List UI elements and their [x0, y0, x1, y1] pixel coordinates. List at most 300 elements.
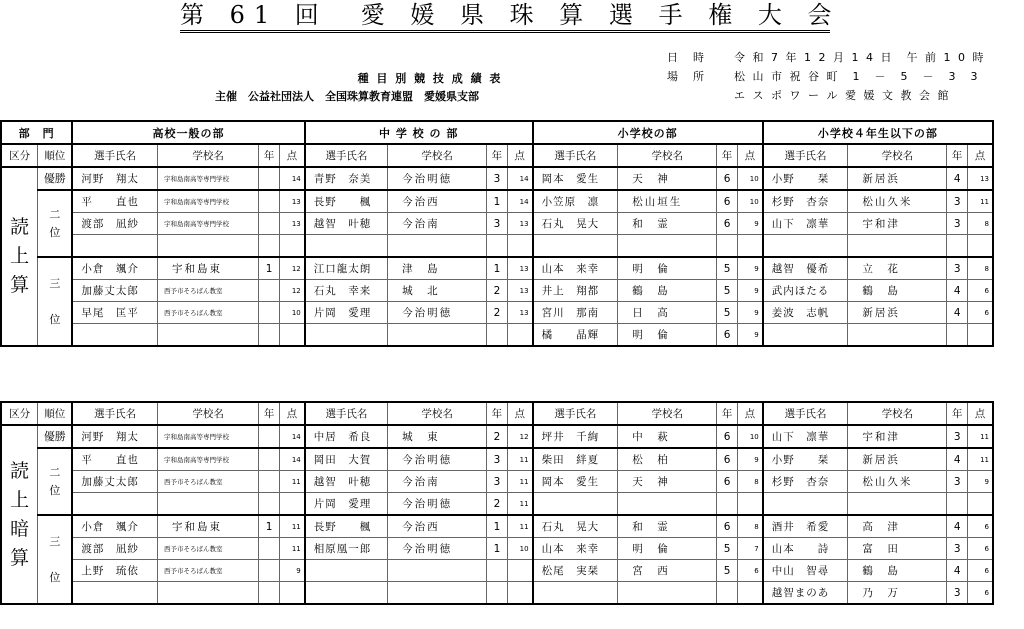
name-header: 選手氏名: [763, 144, 848, 167]
grade-header: 年: [487, 402, 508, 425]
school-name: 宇和島南高等専門学校: [157, 425, 258, 448]
school-name: 富 田: [848, 538, 947, 560]
school-name: 西予市そろばん教室: [157, 538, 258, 560]
school-name: 今治西: [388, 190, 487, 213]
school-header: 学校名: [848, 144, 947, 167]
table-row: [1, 235, 993, 258]
school-name: 津 島: [388, 257, 487, 280]
points-cell: 9: [737, 448, 762, 471]
school-name: 宇和島東: [157, 515, 258, 538]
grade-cell: 6: [717, 515, 738, 538]
grade-cell: [487, 560, 508, 582]
name-header: 選手氏名: [763, 402, 848, 425]
player-name: 越智まのあ: [763, 582, 848, 605]
grade-cell: 1: [487, 190, 508, 213]
school-name: [848, 324, 947, 347]
points-header: 点: [737, 144, 762, 167]
points-cell: 6: [968, 560, 993, 582]
player-name: 宮川 那南: [533, 302, 618, 324]
points-cell: [968, 235, 993, 258]
grade-cell: 4: [947, 515, 968, 538]
school-name: [618, 582, 717, 605]
venue-name: エ ス ポ ワ ー ル 愛 媛 文 教 会 館: [734, 89, 951, 102]
points-cell: 14: [279, 448, 304, 471]
player-name: 山下 凛華: [763, 213, 848, 235]
section-header: 小学校４年生以下の部: [763, 121, 993, 144]
player-name: 石丸 晃大: [533, 213, 618, 235]
school-name: 鶴 島: [848, 280, 947, 302]
points-cell: 14: [507, 190, 532, 213]
school-name: 今治明徳: [388, 448, 487, 471]
table-row: [1, 582, 993, 605]
school-name: 今治南: [388, 213, 487, 235]
organizer-line: 主催 公益社団法人 全国珠算教育連盟 愛媛県支部: [215, 90, 479, 103]
school-name: [157, 235, 258, 258]
document-title: 第 61 回 愛 媛 県 珠 算 選 手 権 大 会: [180, 0, 830, 33]
table-row: [1, 324, 993, 347]
points-cell: [507, 324, 532, 347]
points-cell: 13: [507, 257, 532, 280]
grade-cell: 6: [717, 190, 738, 213]
table-row: [1, 560, 993, 582]
school-name: 高 津: [848, 515, 947, 538]
school-header: 学校名: [848, 402, 947, 425]
section-header: 小学校の部: [533, 121, 763, 144]
grade-cell: 1: [487, 538, 508, 560]
player-name: 平 直也: [72, 448, 157, 471]
name-header: 選手氏名: [533, 144, 618, 167]
points-cell: 9: [737, 280, 762, 302]
grade-cell: 5: [717, 302, 738, 324]
grade-cell: [947, 324, 968, 347]
grade-header: 年: [259, 144, 280, 167]
player-name: 片岡 愛理: [305, 302, 388, 324]
grade-cell: 5: [717, 560, 738, 582]
points-cell: 11: [968, 425, 993, 448]
points-cell: 10: [737, 425, 762, 448]
school-name: 宇和島東: [157, 257, 258, 280]
player-name: 越智 叶穂: [305, 213, 388, 235]
school-name: 西予市そろばん教室: [157, 302, 258, 324]
points-cell: [737, 493, 762, 516]
points-cell: 10: [279, 302, 304, 324]
school-name: [618, 493, 717, 516]
grade-cell: 5: [717, 257, 738, 280]
player-name: 相原凰一郎: [305, 538, 388, 560]
points-header: 点: [507, 144, 532, 167]
rank-cell: 二 位: [38, 448, 73, 515]
grade-cell: [259, 302, 280, 324]
player-name: 石丸 晃大: [533, 515, 618, 538]
player-name: 渡部 凪紗: [72, 213, 157, 235]
player-name: 早尾 匡平: [72, 302, 157, 324]
school-name: 明 倫: [618, 257, 717, 280]
points-cell: 8: [737, 471, 762, 493]
player-name: 越智 優希: [763, 257, 848, 280]
player-name: 岡田 大賀: [305, 448, 388, 471]
school-header: 学校名: [618, 144, 717, 167]
points-header: 点: [968, 402, 993, 425]
school-name: 西予市そろばん教室: [157, 471, 258, 493]
column-header-row: [1, 144, 993, 167]
rank-cell: 三 位: [38, 515, 73, 604]
school-name: 新居浜: [848, 167, 947, 190]
grade-cell: [487, 324, 508, 347]
grade-cell: [717, 235, 738, 258]
points-cell: 14: [507, 167, 532, 190]
table-row: [1, 493, 993, 516]
player-name: 山本 来幸: [533, 257, 618, 280]
player-name: 長野 楓: [305, 190, 388, 213]
player-name: 小倉 颯介: [72, 257, 157, 280]
school-name: 今治南: [388, 471, 487, 493]
points-cell: 8: [968, 257, 993, 280]
grade-cell: 4: [947, 280, 968, 302]
grade-cell: 6: [717, 425, 738, 448]
player-name: [305, 582, 388, 605]
rank-cell: 優勝: [38, 425, 73, 448]
player-name: 坪井 千絢: [533, 425, 618, 448]
player-name: 酒井 希愛: [763, 515, 848, 538]
school-name: 西予市そろばん教室: [157, 560, 258, 582]
name-header: 選手氏名: [533, 402, 618, 425]
points-cell: 9: [279, 560, 304, 582]
school-name: 今治明徳: [388, 538, 487, 560]
player-name: 松尾 実栞: [533, 560, 618, 582]
player-name: [533, 493, 618, 516]
grade-cell: 3: [947, 425, 968, 448]
rank-header: 順位: [38, 144, 73, 167]
grade-cell: 6: [717, 167, 738, 190]
player-name: [763, 235, 848, 258]
school-name: 新居浜: [848, 448, 947, 471]
section-header: 中 学 校 の 部: [305, 121, 533, 144]
player-name: 河野 翔太: [72, 167, 157, 190]
school-name: 新居浜: [848, 302, 947, 324]
school-name: 宇和津: [848, 213, 947, 235]
points-cell: 9: [968, 471, 993, 493]
school-name: 宇和島南高等専門学校: [157, 448, 258, 471]
grade-cell: 3: [487, 471, 508, 493]
school-name: 宮 西: [618, 560, 717, 582]
grade-cell: [259, 538, 280, 560]
player-name: 山本 詩: [763, 538, 848, 560]
school-name: 宇和島南高等専門学校: [157, 213, 258, 235]
school-header: 学校名: [388, 144, 487, 167]
results-table-yomiage-anzan: [0, 401, 994, 605]
class-header: 区分: [1, 144, 38, 167]
grade-cell: 1: [487, 257, 508, 280]
player-name: [533, 582, 618, 605]
grade-cell: [259, 471, 280, 493]
venue-address: 松 山 市 祝 谷 町 1 － 5 － 3 3: [734, 70, 980, 83]
school-name: 中 萩: [618, 425, 717, 448]
points-cell: [507, 235, 532, 258]
grade-header: 年: [259, 402, 280, 425]
player-name: [72, 582, 157, 605]
player-name: 加藤丈太郎: [72, 280, 157, 302]
grade-cell: 6: [717, 213, 738, 235]
player-name: 杉野 杏奈: [763, 190, 848, 213]
player-name: 長野 楓: [305, 515, 388, 538]
points-cell: 6: [968, 302, 993, 324]
table-row: [1, 257, 993, 280]
table-row: [1, 302, 993, 324]
points-cell: 14: [279, 425, 304, 448]
points-cell: 6: [968, 515, 993, 538]
points-cell: [968, 324, 993, 347]
table-row: [1, 448, 993, 471]
table-row: [1, 538, 993, 560]
grade-cell: 3: [947, 213, 968, 235]
grade-cell: [259, 448, 280, 471]
points-cell: 6: [968, 280, 993, 302]
grade-header: 年: [947, 402, 968, 425]
player-name: 中居 希良: [305, 425, 388, 448]
school-name: 鶴 島: [618, 280, 717, 302]
name-header: 選手氏名: [305, 402, 388, 425]
grade-cell: 3: [947, 471, 968, 493]
school-name: [848, 235, 947, 258]
school-name: 天 神: [618, 471, 717, 493]
points-cell: 6: [968, 582, 993, 605]
points-cell: 9: [737, 324, 762, 347]
player-name: 中山 智尋: [763, 560, 848, 582]
player-name: [763, 493, 848, 516]
school-name: 宇和島南高等専門学校: [157, 167, 258, 190]
points-cell: 13: [279, 190, 304, 213]
table-row: [1, 515, 993, 538]
results-table-yomiage-zan: [0, 120, 994, 347]
grade-cell: [487, 235, 508, 258]
points-cell: [279, 235, 304, 258]
name-header: 選手氏名: [72, 402, 157, 425]
school-name: 今治西: [388, 515, 487, 538]
points-cell: 10: [737, 190, 762, 213]
player-name: 橘 晶輝: [533, 324, 618, 347]
points-cell: 12: [279, 257, 304, 280]
player-name: 岡本 愛生: [533, 471, 618, 493]
grade-cell: 4: [947, 167, 968, 190]
school-name: 鶴 島: [848, 560, 947, 582]
rank-cell: 二 位: [38, 190, 73, 257]
points-cell: 9: [737, 213, 762, 235]
school-name: [388, 582, 487, 605]
player-name: 小野 栞: [763, 448, 848, 471]
rank-header: 順位: [38, 402, 73, 425]
school-name: 天 神: [618, 167, 717, 190]
player-name: 河野 翔太: [72, 425, 157, 448]
school-name: 宇和島南高等専門学校: [157, 190, 258, 213]
school-name: [848, 493, 947, 516]
school-name: 西予市そろばん教室: [157, 280, 258, 302]
table-row: [1, 471, 993, 493]
player-name: 平 直也: [72, 190, 157, 213]
points-cell: 8: [968, 213, 993, 235]
date-label: 日 時: [667, 51, 706, 64]
player-name: 上野 琉依: [72, 560, 157, 582]
points-cell: [279, 324, 304, 347]
points-cell: 9: [737, 257, 762, 280]
grade-cell: 6: [717, 324, 738, 347]
points-cell: [737, 235, 762, 258]
column-header-row: [1, 402, 993, 425]
school-name: [388, 560, 487, 582]
points-cell: 7: [737, 538, 762, 560]
points-cell: 11: [507, 493, 532, 516]
points-cell: [507, 560, 532, 582]
school-name: 松山垣生: [618, 190, 717, 213]
school-name: 今治明徳: [388, 302, 487, 324]
player-name: [72, 493, 157, 516]
school-name: [157, 582, 258, 605]
grade-cell: [947, 235, 968, 258]
points-cell: 13: [968, 167, 993, 190]
school-name: 和 霊: [618, 515, 717, 538]
points-cell: [737, 582, 762, 605]
points-cell: 13: [279, 213, 304, 235]
grade-cell: 6: [717, 471, 738, 493]
name-header: 選手氏名: [305, 144, 388, 167]
school-name: 松山久米: [848, 190, 947, 213]
grade-cell: [717, 582, 738, 605]
grade-cell: [259, 425, 280, 448]
points-cell: 11: [968, 448, 993, 471]
grade-cell: 4: [947, 302, 968, 324]
grade-cell: 2: [487, 302, 508, 324]
school-name: 宇和津: [848, 425, 947, 448]
grade-header: 年: [947, 144, 968, 167]
player-name: [305, 324, 388, 347]
grade-cell: [717, 493, 738, 516]
school-name: 和 霊: [618, 213, 717, 235]
school-name: 松 柏: [618, 448, 717, 471]
points-cell: 12: [507, 425, 532, 448]
grade-cell: [259, 190, 280, 213]
rank-cell: 優勝: [38, 167, 73, 190]
school-name: 乃 万: [848, 582, 947, 605]
player-name: [305, 560, 388, 582]
school-name: 城 東: [388, 425, 487, 448]
grade-cell: 5: [717, 280, 738, 302]
school-header: 学校名: [388, 402, 487, 425]
document-subtitle: 種 目 別 競 技 成 績 表: [357, 72, 503, 85]
school-name: 明 倫: [618, 324, 717, 347]
grade-cell: [259, 280, 280, 302]
section-header: 高校一般の部: [72, 121, 304, 144]
division-header: 部 門: [1, 121, 72, 144]
grade-cell: 4: [947, 448, 968, 471]
player-name: [72, 324, 157, 347]
points-cell: [507, 582, 532, 605]
grade-cell: 6: [717, 448, 738, 471]
player-name: 片岡 愛理: [305, 493, 388, 516]
school-name: 明 倫: [618, 538, 717, 560]
points-cell: 11: [968, 190, 993, 213]
points-cell: 8: [737, 515, 762, 538]
points-cell: 6: [737, 560, 762, 582]
points-cell: 6: [968, 538, 993, 560]
grade-cell: [259, 493, 280, 516]
player-name: 小倉 颯介: [72, 515, 157, 538]
grade-cell: [259, 324, 280, 347]
school-header: 学校名: [618, 402, 717, 425]
player-name: 山下 凛華: [763, 425, 848, 448]
grade-cell: 1: [259, 257, 280, 280]
table-row: [1, 280, 993, 302]
points-cell: 11: [507, 448, 532, 471]
points-header: 点: [507, 402, 532, 425]
player-name: [305, 235, 388, 258]
school-header: 学校名: [157, 144, 258, 167]
grade-cell: 3: [487, 167, 508, 190]
grade-header: 年: [717, 144, 738, 167]
table-row: [1, 213, 993, 235]
grade-cell: 1: [487, 515, 508, 538]
points-cell: [968, 493, 993, 516]
table-row: [1, 425, 993, 448]
grade-header: 年: [717, 402, 738, 425]
school-name: 立 花: [848, 257, 947, 280]
points-cell: 13: [507, 280, 532, 302]
player-name: 柴田 絆夏: [533, 448, 618, 471]
points-cell: 10: [507, 538, 532, 560]
grade-header: 年: [487, 144, 508, 167]
school-name: [388, 235, 487, 258]
name-header: 選手氏名: [72, 144, 157, 167]
grade-cell: 3: [487, 213, 508, 235]
player-name: 加藤丈太郎: [72, 471, 157, 493]
points-header: 点: [279, 144, 304, 167]
school-name: 松山久米: [848, 471, 947, 493]
player-name: 武内ほたる: [763, 280, 848, 302]
grade-cell: 3: [947, 582, 968, 605]
player-name: 石丸 幸来: [305, 280, 388, 302]
player-name: 山本 来幸: [533, 538, 618, 560]
player-name: 杉野 杏奈: [763, 471, 848, 493]
points-cell: 11: [279, 515, 304, 538]
player-name: 小野 栞: [763, 167, 848, 190]
school-header: 学校名: [157, 402, 258, 425]
grade-cell: 3: [947, 257, 968, 280]
grade-cell: [259, 235, 280, 258]
points-cell: 11: [279, 538, 304, 560]
table-row: [1, 167, 993, 190]
player-name: 江口龍太朗: [305, 257, 388, 280]
points-header: 点: [279, 402, 304, 425]
school-name: 今治明徳: [388, 167, 487, 190]
points-cell: [279, 493, 304, 516]
grade-cell: [259, 213, 280, 235]
event-name: 読 上 算: [1, 167, 38, 346]
player-name: 井上 翔都: [533, 280, 618, 302]
school-name: 今治明徳: [388, 493, 487, 516]
points-header: 点: [737, 402, 762, 425]
rank-cell: 三 位: [38, 257, 73, 346]
points-header: 点: [968, 144, 993, 167]
venue-label: 場 所: [667, 70, 706, 83]
player-name: 渡部 凪紗: [72, 538, 157, 560]
date-value: 令 和 7 年 1 2 月 1 4 日 午 前 1 0 時: [734, 51, 986, 64]
points-cell: 12: [279, 280, 304, 302]
player-name: 岡本 愛生: [533, 167, 618, 190]
points-cell: 10: [737, 167, 762, 190]
player-name: 姜波 志帆: [763, 302, 848, 324]
player-name: [533, 235, 618, 258]
grade-cell: 2: [487, 280, 508, 302]
grade-cell: [259, 560, 280, 582]
points-cell: 11: [507, 515, 532, 538]
